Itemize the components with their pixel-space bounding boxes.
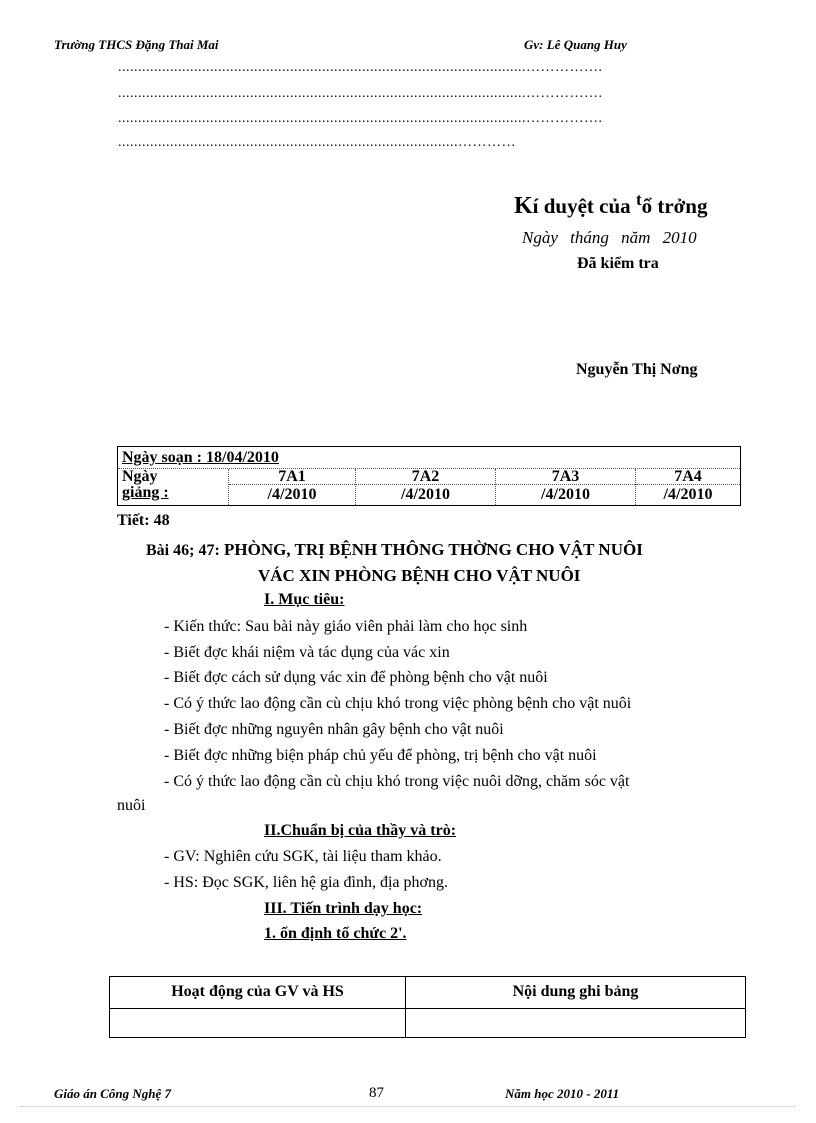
footer-left: Giáo án Công Nghệ 7 bbox=[54, 1086, 172, 1101]
approval-title-mid: í duyệt của bbox=[532, 194, 636, 218]
approval-title-end: ổ trởng bbox=[641, 194, 708, 218]
class-cell-7a3 bbox=[495, 469, 635, 505]
objectives-heading: I. Mục tiêu: bbox=[264, 591, 345, 608]
approval-title-t: t bbox=[635, 190, 642, 209]
lesson-title-line1 bbox=[146, 540, 643, 560]
prep-heading: II.Chuẩn bị của thầy và trò: bbox=[264, 822, 457, 839]
dotted-line-2: ......................................................................................................……………. bbox=[118, 86, 603, 101]
schedule-table bbox=[117, 446, 741, 506]
approval-checked: Đã kiểm tra bbox=[577, 255, 659, 272]
taught-label-line1: Ngày bbox=[122, 468, 158, 485]
teacher-header: Gv: Lê Quang Huy bbox=[524, 37, 627, 52]
page-number: 87 bbox=[369, 1085, 384, 1101]
objective-item: - Có ý thức lao động cần cù chịu khó trong việc phòng bệnh cho vật nuôi bbox=[164, 695, 632, 712]
activity-table-col1: Hoạt động của GV và HS bbox=[171, 983, 344, 1000]
objective-wrap: nuôi bbox=[117, 797, 146, 814]
lesson-label: Bài 46; 47: bbox=[146, 542, 220, 559]
objective-item: - Kiến thức: Sau bài này giáo viên phải làm cho học sinh bbox=[164, 618, 528, 635]
prep-item: - GV: Nghiên cứu SGK, tài liệu tham khảo. bbox=[164, 848, 442, 865]
approval-title bbox=[514, 190, 708, 220]
approval-date: Ngày tháng năm 2010 bbox=[522, 228, 697, 247]
prepared-date: Ngày soạn : 18/04/2010 bbox=[122, 449, 279, 466]
class-name: 7A1 bbox=[229, 469, 355, 485]
class-date: /4/2010 bbox=[267, 486, 317, 503]
objective-item: - Biết đợc những biện pháp chủ yếu để phòng, trị bệnh cho vật nuôi bbox=[164, 747, 597, 764]
objective-item: - Có ý thức lao động cần cù chịu khó trong việc nuôi dỡng, chăm sóc vật bbox=[164, 773, 630, 790]
school-header: Trường THCS Đặng Thai Mai bbox=[54, 37, 219, 52]
taught-label bbox=[122, 469, 169, 501]
footer-right: Năm học 2010 - 2011 bbox=[505, 1086, 620, 1101]
class-name: 7A3 bbox=[496, 469, 635, 485]
taught-label-line2: giảng : bbox=[122, 484, 169, 501]
class-name: 7A4 bbox=[636, 469, 740, 485]
footer-rule bbox=[20, 1106, 796, 1107]
class-cell-7a1 bbox=[228, 469, 355, 505]
objective-item: - Biết đợc những nguyên nhân gây bệnh cho vật nuôi bbox=[164, 721, 504, 738]
class-name: 7A2 bbox=[356, 469, 495, 485]
class-date: /4/2010 bbox=[541, 486, 590, 503]
lesson-title-1: PHÒNG, TRỊ BỆNH THÔNG THỜNG CHO VẬT NUÔI bbox=[224, 540, 643, 559]
approval-title-k: K bbox=[514, 193, 533, 219]
class-cell-7a2 bbox=[355, 469, 495, 505]
prep-item: - HS: Đọc SGK, liên hệ gia đình, địa phơng. bbox=[164, 874, 448, 891]
dotted-line-3: ......................................................................................................……………. bbox=[118, 111, 603, 126]
class-date: /4/2010 bbox=[663, 486, 713, 503]
class-date: /4/2010 bbox=[401, 486, 450, 503]
activity-table bbox=[109, 976, 746, 1038]
lesson-period: Tiết: 48 bbox=[117, 512, 170, 529]
schedule-prepared-row bbox=[118, 447, 740, 469]
lesson-title-2: VÁC XIN PHÒNG BỆNH CHO VẬT NUÔI bbox=[258, 566, 581, 585]
dotted-line-4: .....................................................................................………… bbox=[118, 135, 516, 150]
class-cell-7a4 bbox=[635, 469, 740, 505]
objective-item: - Biết đợc cách sử dụng vác xin để phòng bệnh cho vật nuôi bbox=[164, 669, 548, 686]
process-heading: III. Tiến trình dạy học: bbox=[264, 900, 423, 917]
approver-name: Nguyễn Thị Nơng bbox=[576, 361, 698, 378]
dotted-line-1: ......................................................................................................……………. bbox=[118, 60, 603, 75]
step1-heading: 1. ổn định tổ chức 2'. bbox=[264, 925, 407, 942]
objective-item: - Biết đợc khái niệm và tác dụng của vác xin bbox=[164, 644, 450, 661]
activity-table-col2: Nội dung ghi bảng bbox=[512, 983, 639, 1000]
